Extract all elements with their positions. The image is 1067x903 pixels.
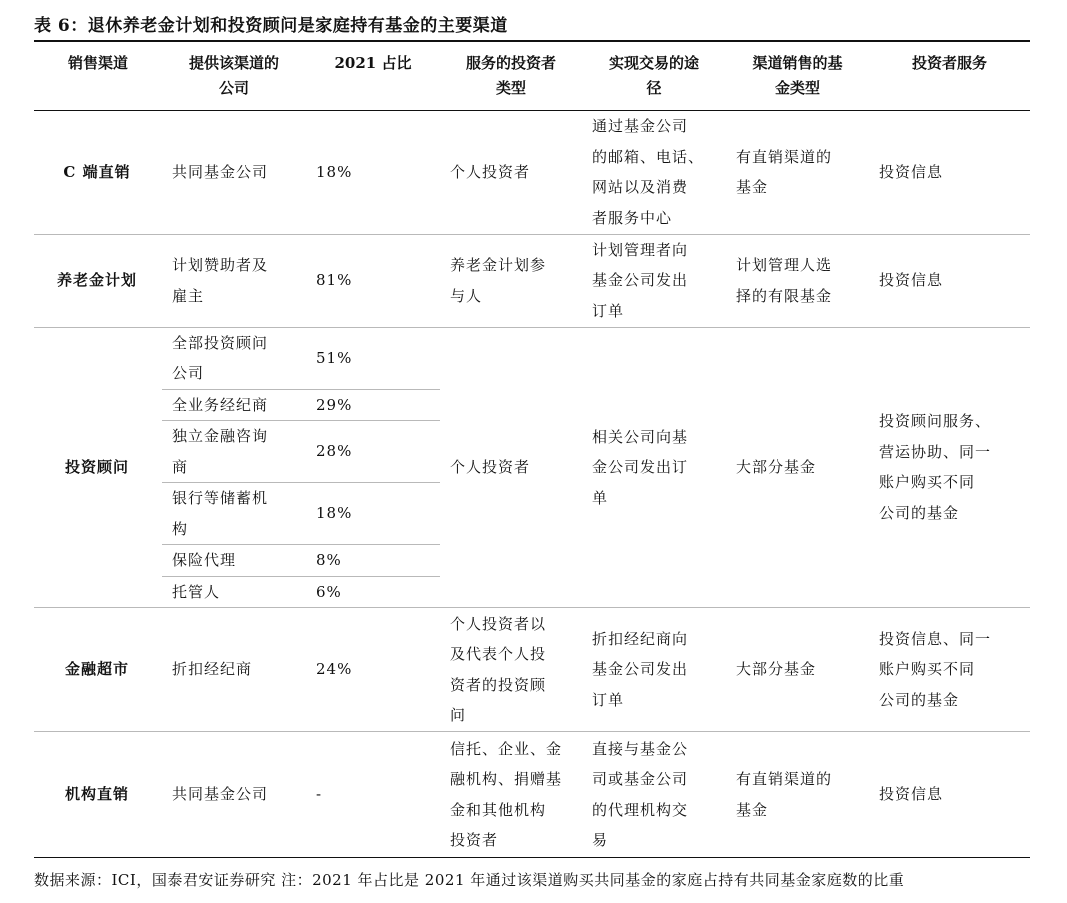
service-cell: 投资信息 bbox=[869, 732, 1030, 858]
channel-cell: 投资顾问 bbox=[34, 327, 162, 608]
share-cell: 24% bbox=[306, 608, 440, 732]
company-cell: 共同基金公司 bbox=[162, 732, 306, 858]
header-channel: 销售渠道 bbox=[67, 54, 128, 72]
table-row-institutional bbox=[34, 732, 1030, 858]
fund-cell: 大部分基金 bbox=[726, 608, 869, 732]
route-cell: 计划管理者向 基金公司发出 订单 bbox=[582, 234, 726, 327]
service-cell: 投资顾问服务、 营运协助、同一 账户购买不同 公司的基金 bbox=[869, 327, 1030, 608]
service-cell: 投资信息、同一 账户购买不同 公司的基金 bbox=[869, 608, 1030, 732]
share-cell: 81% bbox=[306, 234, 440, 327]
share-cell: 29% bbox=[306, 389, 440, 421]
share-cell: 18% bbox=[306, 110, 440, 234]
company-cell: 折扣经纪商 bbox=[162, 608, 306, 732]
fund-cell: 大部分基金 bbox=[726, 327, 869, 608]
share-cell: 51% bbox=[306, 327, 440, 389]
share-cell: 28% bbox=[306, 421, 440, 483]
route-cell: 折扣经纪商向 基金公司发出 订单 bbox=[582, 608, 726, 732]
company-cell: 共同基金公司 bbox=[162, 110, 306, 234]
table-row-supermarket bbox=[34, 608, 1030, 732]
company-cell: 托管人 bbox=[162, 576, 306, 608]
route-cell: 通过基金公司 的邮箱、电话、 网站以及消费 者服务中心 bbox=[582, 110, 726, 234]
company-cell: 独立金融咨询 商 bbox=[162, 421, 306, 483]
table-row-direct bbox=[34, 110, 1030, 234]
header-investor-service: 投资者服务 bbox=[911, 54, 987, 72]
header-investor-type: 服务的投资者 类型 bbox=[465, 54, 556, 97]
company-cell: 全业务经纪商 bbox=[162, 389, 306, 421]
fund-cell: 有直销渠道的 基金 bbox=[726, 732, 869, 858]
fund-cell: 计划管理人选 择的有限基金 bbox=[726, 234, 869, 327]
header-company: 提供该渠道的 公司 bbox=[188, 54, 279, 97]
channel-cell: 金融超市 bbox=[34, 608, 162, 732]
channel-cell: C 端直销 bbox=[34, 110, 162, 234]
table-row-advisor bbox=[34, 327, 1030, 389]
company-cell: 银行等储蓄机 构 bbox=[162, 483, 306, 545]
company-cell: 计划赞助者及 雇主 bbox=[162, 234, 306, 327]
share-cell: 18% bbox=[306, 483, 440, 545]
table-title: 表 6：退休养老金计划和投资顾问是家庭持有基金的主要渠道 bbox=[34, 16, 508, 36]
investor-cell: 养老金计划参 与人 bbox=[440, 234, 582, 327]
source-note: 数据来源：ICI，国泰君安证券研究 注：2021 年占比是 2021 年通过该渠道购买共同基金的家庭占持有共同基金家庭数的比重 bbox=[34, 871, 905, 889]
fund-cell: 有直销渠道的 基金 bbox=[726, 110, 869, 234]
route-cell: 相关公司向基 金公司发出订 单 bbox=[582, 327, 726, 608]
company-cell: 全部投资顾问 公司 bbox=[162, 327, 306, 389]
channel-table bbox=[34, 40, 1030, 858]
share-cell: 6% bbox=[306, 576, 440, 608]
header-share: 2021 占比 bbox=[334, 54, 412, 72]
service-cell: 投资信息 bbox=[869, 234, 1030, 327]
route-cell: 直接与基金公 司或基金公司 的代理机构交 易 bbox=[582, 732, 726, 858]
investor-cell: 信托、企业、金 融机构、捐赠基 金和其他机构 投资者 bbox=[440, 732, 582, 858]
share-cell: - bbox=[306, 732, 440, 858]
channel-cell: 机构直销 bbox=[34, 732, 162, 858]
investor-cell: 个人投资者以 及代表个人投 资者的投资顾 问 bbox=[440, 608, 582, 732]
table-row-pension bbox=[34, 234, 1030, 327]
share-cell: 8% bbox=[306, 545, 440, 577]
company-cell: 保险代理 bbox=[162, 545, 306, 577]
investor-cell: 个人投资者 bbox=[440, 110, 582, 234]
header-fund-type: 渠道销售的基 金类型 bbox=[752, 54, 843, 97]
channel-cell: 养老金计划 bbox=[34, 234, 162, 327]
header-trade-route: 实现交易的途 径 bbox=[608, 54, 699, 97]
table-header-row bbox=[34, 41, 1030, 110]
service-cell: 投资信息 bbox=[869, 110, 1030, 234]
investor-cell: 个人投资者 bbox=[440, 327, 582, 608]
